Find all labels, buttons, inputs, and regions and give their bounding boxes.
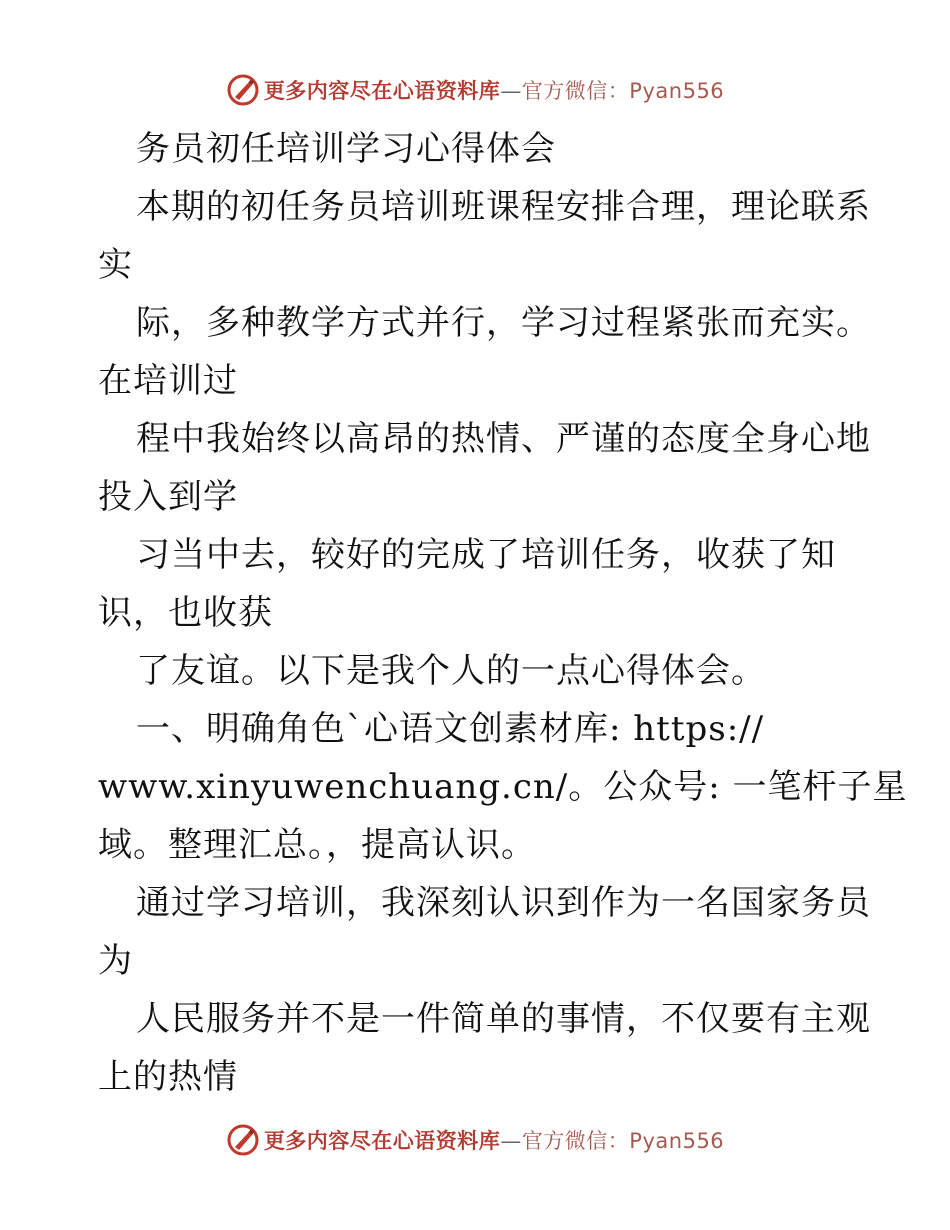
pen-logo-icon [226, 1123, 260, 1157]
paragraph-line: 实 [98, 245, 133, 285]
watermark-text: 更多内容尽在心语资料库—官方微信：Pyan556 [263, 1129, 725, 1153]
paragraph-line: 域。整理汇总。，提高认识。 [98, 825, 536, 865]
paragraph-line: 识，也收获 [98, 593, 273, 633]
paragraph-line: 投入到学 [98, 477, 238, 517]
pen-logo-icon [226, 73, 260, 107]
footer-watermark-banner [0, 1118, 950, 1162]
paragraph-line: 习当中去，较好的完成了培训任务，收获了知 [136, 535, 836, 575]
paragraph-line: 程中我始终以高昂的热情、严谨的态度全身心地 [136, 419, 871, 459]
paragraph-line: 际，多种教学方式并行，学习过程紧张而充实。 [136, 303, 871, 343]
section-heading-line: 一、明确角色ˋ心语文创素材库: https:// [136, 709, 765, 749]
paragraph-line: 通过学习培训，我深刻认识到作为一名国家务员 [136, 883, 871, 923]
watermark-text: 更多内容尽在心语资料库—官方微信：Pyan556 [263, 79, 725, 103]
paragraph-line: 上的热情 [98, 1057, 238, 1097]
document-body [98, 120, 908, 1106]
header-watermark-banner [0, 68, 950, 112]
paragraph-line: 在培训过 [98, 361, 238, 401]
paragraph-line: 为 [98, 941, 133, 981]
paragraph-line: 人民服务并不是一件简单的事情，不仅要有主观 [136, 999, 871, 1039]
paragraph-line: 了友谊。以下是我个人的一点心得体会。 [136, 651, 766, 691]
document-title: 务员初任培训学习心得体会 [136, 129, 556, 169]
paragraph-line: 本期的初任务员培训班课程安排合理，理论联系 [136, 187, 871, 227]
paragraph-line: www.xinyuwenchuang.cn/。公众号: 一笔杆子星 [98, 767, 908, 807]
